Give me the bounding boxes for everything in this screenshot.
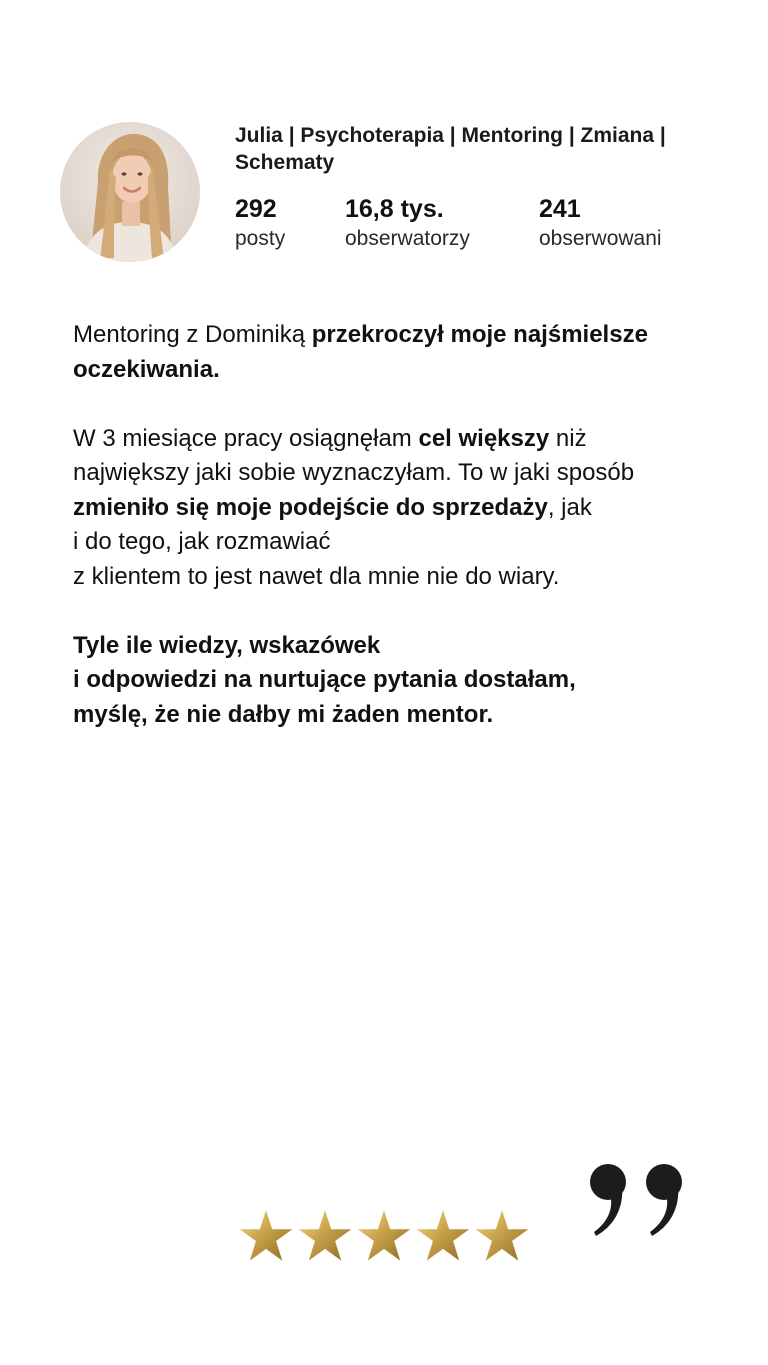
closing-quote-icon [586, 1160, 696, 1240]
testimonial-p1-text: Mentoring z Dominiką [73, 321, 312, 348]
testimonial-paragraph-3 [73, 629, 703, 733]
star-icon [474, 1208, 530, 1264]
star-icon [415, 1208, 471, 1264]
testimonial-p3-line-3: myślę, że nie dałby mi żaden mentor. [73, 700, 494, 728]
testimonial-p2-text-g: z klientem to jest nawet dla mnie nie do wiary. [73, 562, 560, 590]
stat-followers[interactable] [345, 194, 470, 252]
stat-followers-label: obserwatorzy [345, 227, 470, 250]
stat-following-value: 241 [539, 195, 581, 223]
stat-posts[interactable] [235, 194, 285, 252]
testimonial-p2-text-a: W 3 miesiące pracy osiągnęłam [73, 424, 419, 452]
testimonial-paragraph-2 [73, 422, 703, 595]
testimonial-p2-text-f: i do tego, jak rozmawiać [73, 528, 331, 555]
testimonial-p2-emphasis-d: zmieniło się moje podejście do sprzedaży [73, 493, 548, 521]
testimonial-text [73, 318, 703, 767]
stat-posts-label: posty [235, 227, 286, 250]
testimonial-p3-line-1: Tyle ile wiedzy, wskazówek [73, 631, 381, 659]
star-icon [356, 1208, 412, 1264]
stat-following[interactable] [539, 194, 662, 252]
stat-followers-value: 16,8 tys. [345, 195, 444, 223]
testimonial-p2-text-c: niż największy jaki sobie wyznaczyłam. To w jaki sposób [73, 424, 635, 486]
star-icon [297, 1208, 353, 1264]
stat-posts-value: 292 [235, 195, 277, 223]
testimonial-paragraph-1 [73, 318, 703, 387]
testimonial-p3-line-2: i odpowiedzi na nurtujące pytania dostałam, [73, 666, 576, 693]
testimonial-p2-emphasis-b: cel większy [418, 424, 550, 452]
avatar[interactable] [60, 122, 200, 262]
star-icon [238, 1208, 294, 1264]
profile-header [60, 122, 720, 262]
profile-name[interactable]: Julia | Psychoterapia | Mentoring | Zmiana | Schematy [235, 124, 666, 174]
stat-following-label: obserwowani [539, 227, 662, 250]
testimonial-p2-text-e: , jak [547, 493, 592, 521]
testimonial-p1-emphasis: przekroczył moje najśmielsze oczekiwania. [73, 321, 648, 383]
rating-stars [238, 1208, 538, 1268]
